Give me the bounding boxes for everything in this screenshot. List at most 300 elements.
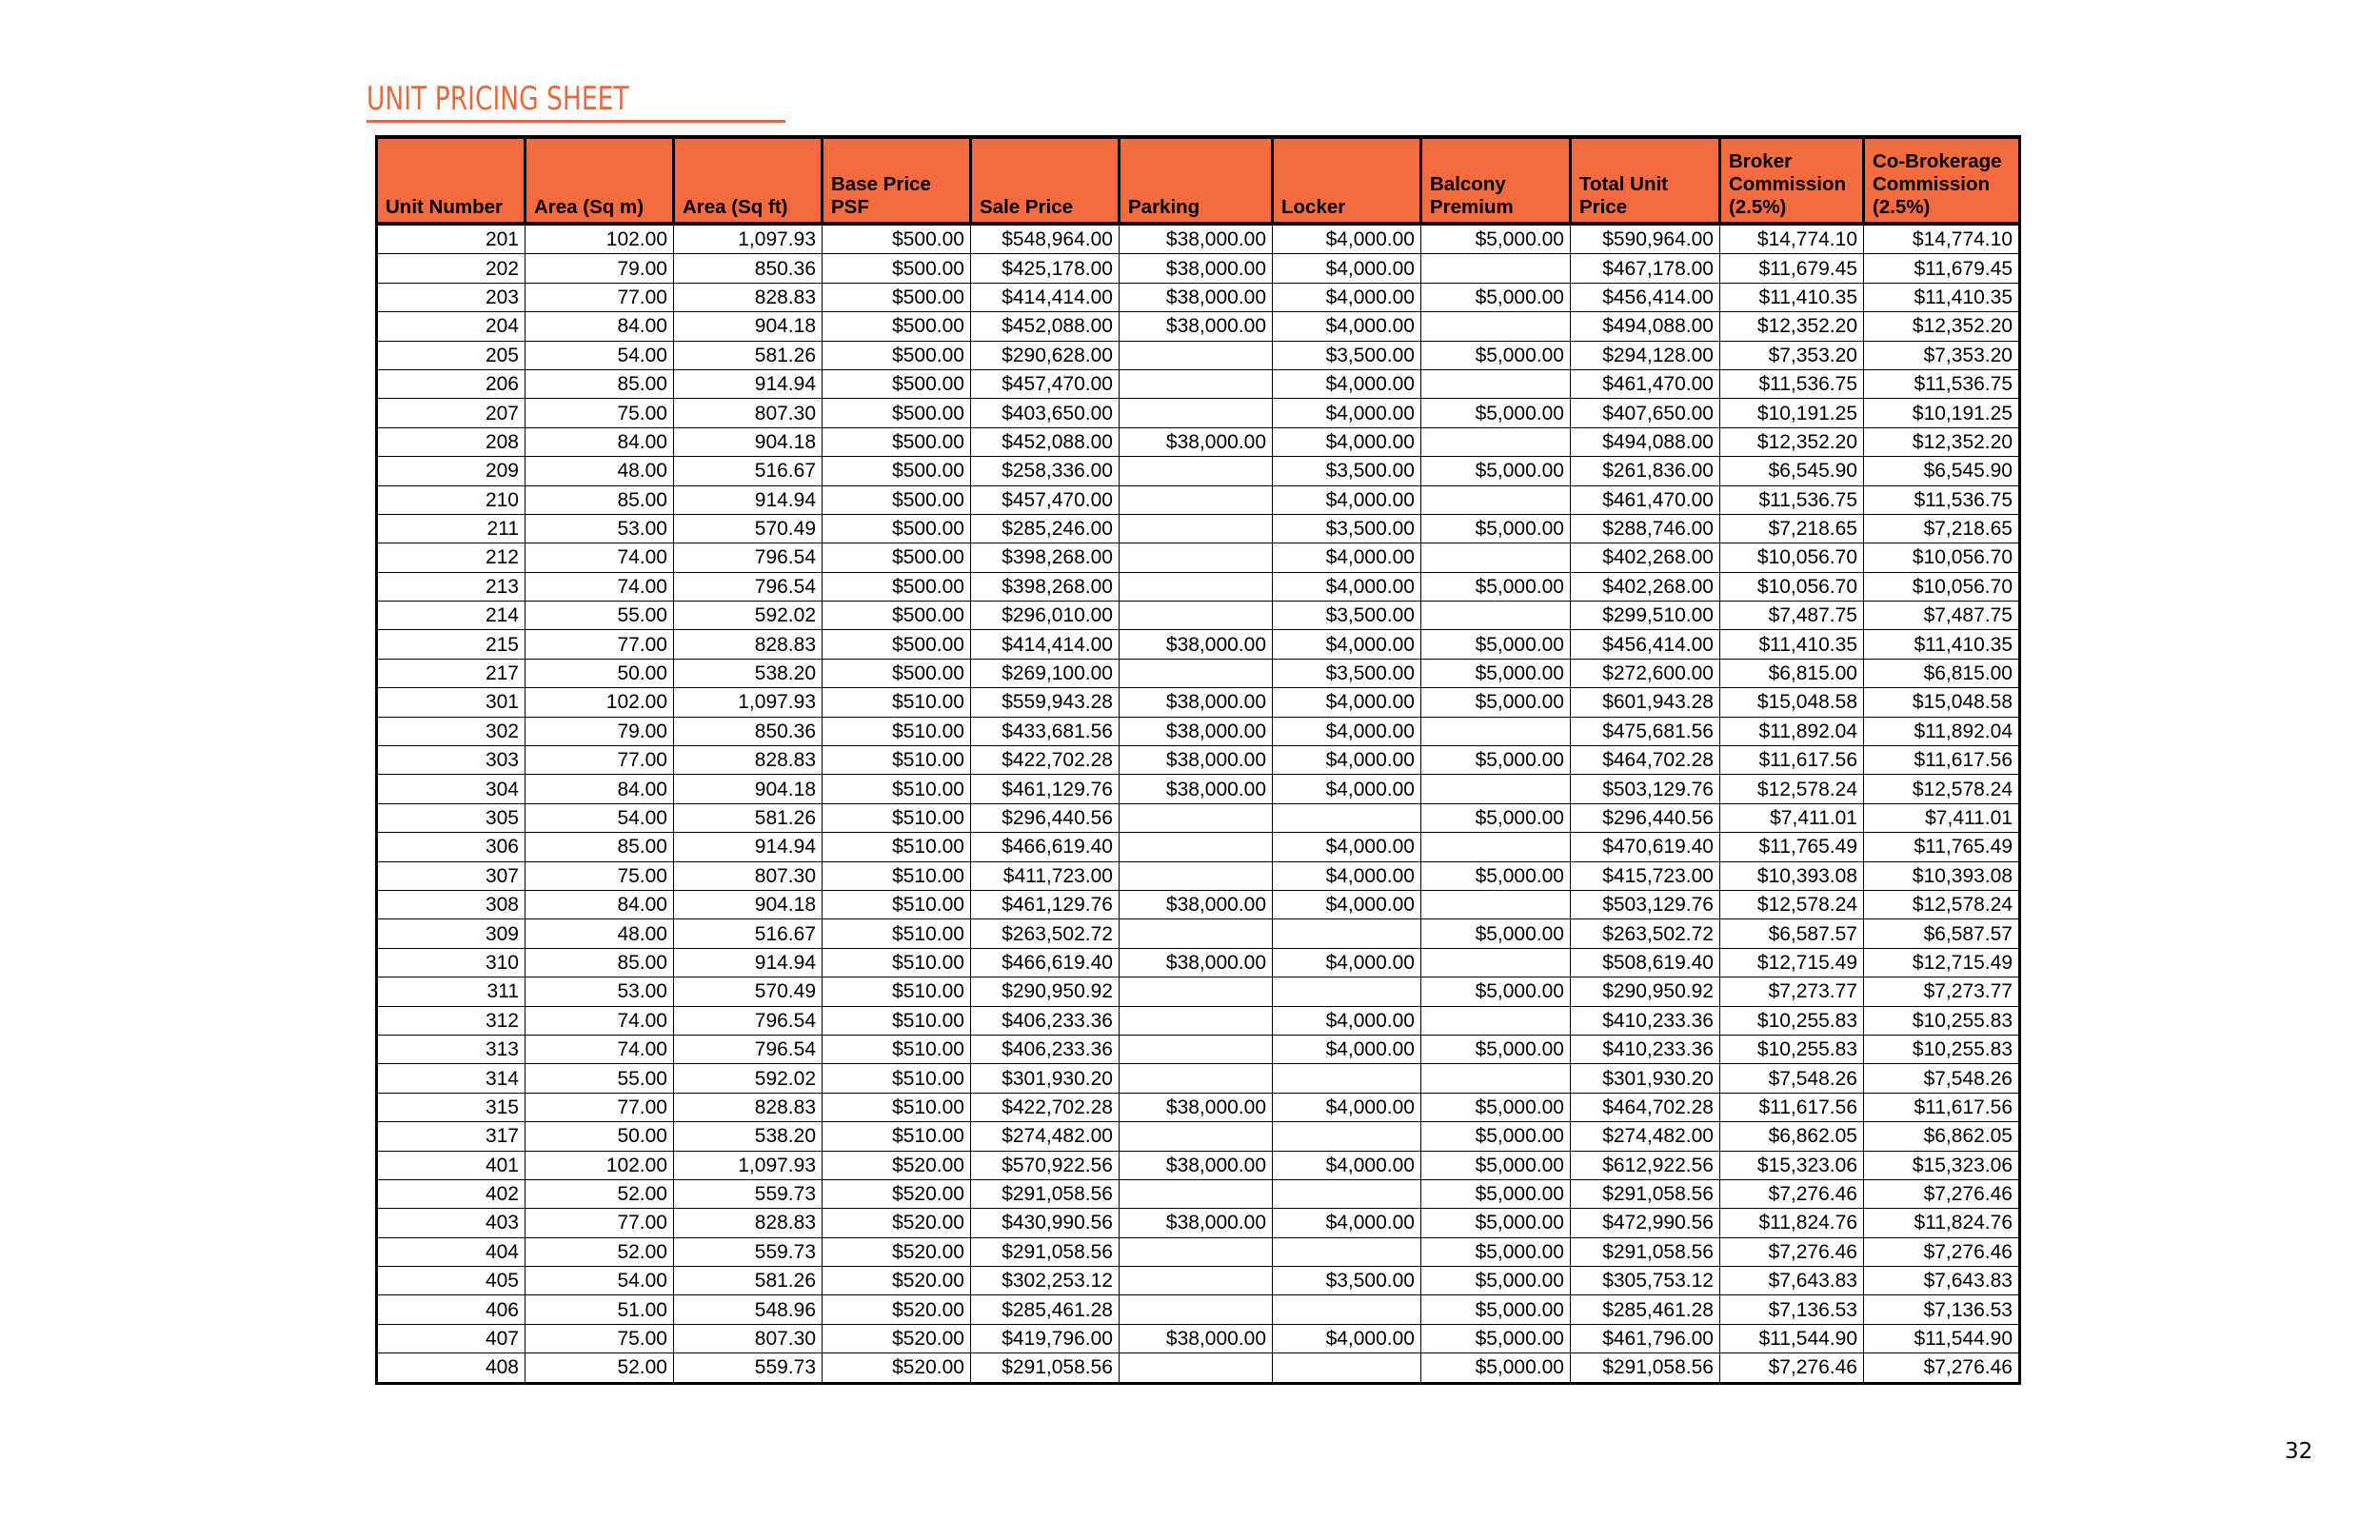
table-cell: $263,502.72 [971, 919, 1120, 948]
table-cell: 304 [377, 775, 526, 803]
table-cell [1120, 399, 1273, 427]
table-cell: $4,000.00 [1273, 254, 1421, 283]
table-cell: $456,414.00 [1571, 630, 1720, 659]
table-cell: 75.00 [526, 399, 674, 427]
table-cell: $285,246.00 [971, 514, 1120, 543]
table-cell: $38,000.00 [1120, 746, 1273, 775]
table-cell: $291,058.56 [1571, 1179, 1720, 1208]
table-cell: 48.00 [526, 919, 674, 948]
column-header-base-price-psf: Base Price PSF [823, 137, 971, 224]
table-cell: $7,276.46 [1720, 1237, 1864, 1266]
table-cell [1421, 1064, 1571, 1093]
table-cell: 914.94 [674, 948, 823, 977]
table-row [377, 746, 2020, 775]
table-cell: $274,482.00 [1571, 1122, 1720, 1151]
table-cell: $510.00 [823, 919, 971, 948]
table-cell: 796.54 [674, 1035, 823, 1063]
table-cell: 581.26 [674, 1267, 823, 1295]
column-header-total-unit-price: Total Unit Price [1571, 137, 1720, 224]
table-cell: $461,129.76 [971, 890, 1120, 918]
table-cell [1421, 717, 1571, 745]
table-cell: $7,548.26 [1864, 1064, 2020, 1093]
table-cell: 1,097.93 [674, 688, 823, 717]
table-cell: $288,746.00 [1571, 514, 1720, 543]
table-cell: 204 [377, 312, 526, 341]
table-cell: $6,545.90 [1720, 457, 1864, 485]
table-cell: 79.00 [526, 717, 674, 745]
table-cell: 54.00 [526, 803, 674, 832]
table-cell: $500.00 [823, 457, 971, 485]
table-cell: $510.00 [823, 803, 971, 832]
table-cell [1120, 1237, 1273, 1266]
table-cell: $403,650.00 [971, 399, 1120, 427]
table-cell [1421, 543, 1571, 572]
table-row [377, 919, 2020, 948]
header-row [377, 137, 2020, 224]
table-cell: 205 [377, 341, 526, 369]
table-cell: $5,000.00 [1421, 457, 1571, 485]
table-cell: $520.00 [823, 1267, 971, 1295]
table-cell: $407,650.00 [1571, 399, 1720, 427]
table-cell: $296,010.00 [971, 602, 1120, 630]
table-cell: $510.00 [823, 861, 971, 890]
table-cell: $38,000.00 [1120, 890, 1273, 918]
table-cell: $510.00 [823, 1064, 971, 1093]
table-cell: $11,617.56 [1864, 746, 2020, 775]
table-cell [1273, 1353, 1421, 1383]
table-cell: 570.49 [674, 514, 823, 543]
table-cell: $4,000.00 [1273, 1209, 1421, 1237]
table-cell [1120, 659, 1273, 687]
table-cell: $296,440.56 [971, 803, 1120, 832]
table-cell [1120, 861, 1273, 890]
table-cell: $5,000.00 [1421, 1267, 1571, 1295]
table-cell: $548,964.00 [971, 224, 1120, 254]
table-cell: $261,836.00 [1571, 457, 1720, 485]
table-cell: $500.00 [823, 602, 971, 630]
table-cell: 79.00 [526, 254, 674, 283]
table-cell: $38,000.00 [1120, 688, 1273, 717]
table-cell: $520.00 [823, 1295, 971, 1324]
table-row [377, 572, 2020, 601]
table-cell: $5,000.00 [1421, 746, 1571, 775]
table-cell: 904.18 [674, 890, 823, 918]
table-cell: $425,178.00 [971, 254, 1120, 283]
table-cell: $285,461.28 [1571, 1295, 1720, 1324]
table-row [377, 775, 2020, 803]
table-cell: 213 [377, 572, 526, 601]
table-cell: 52.00 [526, 1353, 674, 1383]
table-cell: $398,268.00 [971, 543, 1120, 572]
table-cell: 53.00 [526, 514, 674, 543]
table-cell: $520.00 [823, 1324, 971, 1352]
table-cell [1120, 369, 1273, 398]
table-cell: 904.18 [674, 312, 823, 341]
table-cell: $559,943.28 [971, 688, 1120, 717]
table-cell: $11,765.49 [1864, 833, 2020, 861]
table-cell: $7,136.53 [1864, 1295, 2020, 1324]
table-cell: $11,536.75 [1864, 485, 2020, 514]
table-cell [1120, 543, 1273, 572]
table-cell: $510.00 [823, 688, 971, 717]
table-cell: $398,268.00 [971, 572, 1120, 601]
table-cell [1273, 1295, 1421, 1324]
table-cell: $11,679.45 [1720, 254, 1864, 283]
table-cell: $422,702.28 [971, 1093, 1120, 1121]
table-cell: 312 [377, 1006, 526, 1035]
table-cell: $406,233.36 [971, 1035, 1120, 1063]
table-cell: $258,336.00 [971, 457, 1120, 485]
table-cell: 206 [377, 369, 526, 398]
table-cell: $38,000.00 [1120, 1209, 1273, 1237]
table-cell: $305,753.12 [1571, 1267, 1720, 1295]
table-row [377, 1267, 2020, 1295]
table-cell: 77.00 [526, 746, 674, 775]
table-cell: $4,000.00 [1273, 485, 1421, 514]
table-cell: 52.00 [526, 1179, 674, 1208]
table-cell: 85.00 [526, 485, 674, 514]
table-cell: 914.94 [674, 369, 823, 398]
table-cell: 53.00 [526, 977, 674, 1006]
table-cell: 102.00 [526, 1151, 674, 1179]
table-cell: $7,276.46 [1864, 1237, 2020, 1266]
title-underline [367, 120, 785, 123]
table-cell: $10,056.70 [1864, 543, 2020, 572]
table-cell: 904.18 [674, 427, 823, 456]
table-cell: $291,058.56 [971, 1237, 1120, 1266]
table-cell: $5,000.00 [1421, 1093, 1571, 1121]
table-cell: $422,702.28 [971, 746, 1120, 775]
table-cell: 75.00 [526, 1324, 674, 1352]
table-cell: 74.00 [526, 572, 674, 601]
table-cell: $285,461.28 [971, 1295, 1120, 1324]
table-cell: 403 [377, 1209, 526, 1237]
table-cell: $494,088.00 [1571, 312, 1720, 341]
table-cell: $5,000.00 [1421, 630, 1571, 659]
table-cell: 581.26 [674, 803, 823, 832]
table-cell: 796.54 [674, 572, 823, 601]
table-cell: $15,048.58 [1864, 688, 2020, 717]
table-cell: $6,862.05 [1864, 1122, 2020, 1151]
table-cell: $4,000.00 [1273, 312, 1421, 341]
table-cell: $12,352.20 [1864, 312, 2020, 341]
table-cell: $510.00 [823, 948, 971, 977]
column-header-locker: Locker [1273, 137, 1421, 224]
table-cell [1120, 1064, 1273, 1093]
table-cell: $5,000.00 [1421, 1353, 1571, 1383]
table-cell: $7,273.77 [1720, 977, 1864, 1006]
table-cell: 406 [377, 1295, 526, 1324]
table-cell: 404 [377, 1237, 526, 1266]
table-cell: $11,410.35 [1720, 283, 1864, 311]
table-cell: 84.00 [526, 775, 674, 803]
table-cell: $5,000.00 [1421, 1179, 1571, 1208]
table-cell: 408 [377, 1353, 526, 1383]
table-body [377, 224, 2020, 1383]
table-cell: 102.00 [526, 224, 674, 254]
table-cell: $5,000.00 [1421, 572, 1571, 601]
table-cell: $3,500.00 [1273, 602, 1421, 630]
table-cell: $12,352.20 [1720, 312, 1864, 341]
table-cell: $472,990.56 [1571, 1209, 1720, 1237]
table-cell: $38,000.00 [1120, 224, 1273, 254]
table-cell: $7,643.83 [1720, 1267, 1864, 1295]
table-cell [1273, 803, 1421, 832]
table-row [377, 861, 2020, 890]
table-cell: $263,502.72 [1571, 919, 1720, 948]
table-cell: $272,600.00 [1571, 659, 1720, 687]
table-cell: 217 [377, 659, 526, 687]
table-row [377, 602, 2020, 630]
table-row [377, 399, 2020, 427]
table-cell [1120, 1353, 1273, 1383]
table-cell: $4,000.00 [1273, 572, 1421, 601]
table-cell [1273, 919, 1421, 948]
table-cell: $4,000.00 [1273, 1006, 1421, 1035]
table-cell: $7,276.46 [1720, 1353, 1864, 1383]
table-cell: $12,578.24 [1720, 890, 1864, 918]
table-cell: 77.00 [526, 630, 674, 659]
page-title: UNIT PRICING SHEET [367, 80, 629, 118]
table-cell: $500.00 [823, 254, 971, 283]
table-cell: $612,922.56 [1571, 1151, 1720, 1179]
table-cell: 807.30 [674, 399, 823, 427]
table-cell: $503,129.76 [1571, 890, 1720, 918]
table-cell: $461,796.00 [1571, 1324, 1720, 1352]
table-cell: $500.00 [823, 572, 971, 601]
table-cell: $296,440.56 [1571, 803, 1720, 832]
table-cell: 55.00 [526, 1064, 674, 1093]
table-cell: $7,218.65 [1720, 514, 1864, 543]
table-cell: $4,000.00 [1273, 948, 1421, 977]
table-row [377, 1209, 2020, 1237]
table-cell: $5,000.00 [1421, 1035, 1571, 1063]
table-cell: $4,000.00 [1273, 630, 1421, 659]
table-cell: 313 [377, 1035, 526, 1063]
table-cell: $4,000.00 [1273, 543, 1421, 572]
table-cell: $4,000.00 [1273, 399, 1421, 427]
table-cell [1421, 254, 1571, 283]
table-row [377, 283, 2020, 311]
table-cell: 306 [377, 833, 526, 861]
table-cell: 202 [377, 254, 526, 283]
table-cell: $500.00 [823, 283, 971, 311]
table-cell: $430,990.56 [971, 1209, 1120, 1237]
table-cell: 301 [377, 688, 526, 717]
table-cell: $7,218.65 [1864, 514, 2020, 543]
table-cell: $410,233.36 [1571, 1006, 1720, 1035]
table-cell: $4,000.00 [1273, 890, 1421, 918]
table-row [377, 977, 2020, 1006]
table-cell: $466,619.40 [971, 833, 1120, 861]
table-cell: $464,702.28 [1571, 1093, 1720, 1121]
table-cell: 203 [377, 283, 526, 311]
table-cell: $5,000.00 [1421, 977, 1571, 1006]
table-cell: $10,393.08 [1864, 861, 2020, 890]
table-cell: $4,000.00 [1273, 717, 1421, 745]
table-row [377, 1122, 2020, 1151]
table-cell: 208 [377, 427, 526, 456]
table-cell: $14,774.10 [1864, 224, 2020, 254]
table-cell: 850.36 [674, 254, 823, 283]
table-cell: $500.00 [823, 312, 971, 341]
table-cell: $5,000.00 [1421, 1209, 1571, 1237]
table-cell: $590,964.00 [1571, 224, 1720, 254]
column-header-broker-commission: Broker Commission (2.5%) [1720, 137, 1864, 224]
table-cell: 215 [377, 630, 526, 659]
table-cell: $38,000.00 [1120, 1324, 1273, 1352]
table-cell: $520.00 [823, 1209, 971, 1237]
table-cell: $5,000.00 [1421, 1151, 1571, 1179]
table-row [377, 543, 2020, 572]
table-cell: 50.00 [526, 1122, 674, 1151]
table-cell: 85.00 [526, 369, 674, 398]
table-cell: $7,487.75 [1720, 602, 1864, 630]
table-cell: $508,619.40 [1571, 948, 1720, 977]
table-cell: 85.00 [526, 833, 674, 861]
table-cell: $12,578.24 [1720, 775, 1864, 803]
table-cell: $290,950.92 [971, 977, 1120, 1006]
table-cell: 84.00 [526, 890, 674, 918]
table-cell: $11,410.35 [1864, 283, 2020, 311]
table-cell [1120, 833, 1273, 861]
table-cell: 828.83 [674, 1209, 823, 1237]
table-cell: $500.00 [823, 543, 971, 572]
table-cell: $4,000.00 [1273, 224, 1421, 254]
table-cell: $500.00 [823, 341, 971, 369]
table-row [377, 1324, 2020, 1352]
table-cell: $510.00 [823, 1122, 971, 1151]
table-cell [1273, 977, 1421, 1006]
table-cell: $302,253.12 [971, 1267, 1120, 1295]
table-cell: $10,255.83 [1720, 1035, 1864, 1063]
table-cell: 796.54 [674, 543, 823, 572]
table-cell: $274,482.00 [971, 1122, 1120, 1151]
table-cell: $3,500.00 [1273, 457, 1421, 485]
table-cell: $452,088.00 [971, 312, 1120, 341]
table-cell: $5,000.00 [1421, 1237, 1571, 1266]
table-cell: 828.83 [674, 630, 823, 659]
table-cell: $4,000.00 [1273, 427, 1421, 456]
table-cell: $466,619.40 [971, 948, 1120, 977]
table-cell: 214 [377, 602, 526, 630]
table-cell: $4,000.00 [1273, 688, 1421, 717]
table-cell: $5,000.00 [1421, 1324, 1571, 1352]
table-cell: $6,587.57 [1864, 919, 2020, 948]
table-cell: 402 [377, 1179, 526, 1208]
table-row [377, 659, 2020, 687]
table-cell: $452,088.00 [971, 427, 1120, 456]
table-cell: $500.00 [823, 399, 971, 427]
table-cell [1273, 1179, 1421, 1208]
table-cell: 303 [377, 746, 526, 775]
table-cell: 311 [377, 977, 526, 1006]
table-cell: 74.00 [526, 1035, 674, 1063]
table-cell: $38,000.00 [1120, 283, 1273, 311]
table-cell: $5,000.00 [1421, 919, 1571, 948]
table-row [377, 833, 2020, 861]
table-cell: $5,000.00 [1421, 659, 1571, 687]
table-cell: $402,268.00 [1571, 572, 1720, 601]
table-cell: $11,617.56 [1720, 1093, 1864, 1121]
table-cell: 84.00 [526, 427, 674, 456]
table-cell: $7,548.26 [1720, 1064, 1864, 1093]
table-cell: 581.26 [674, 341, 823, 369]
table-row [377, 485, 2020, 514]
table-cell: 85.00 [526, 948, 674, 977]
table-cell: 302 [377, 717, 526, 745]
column-header-sale-price: Sale Price [971, 137, 1120, 224]
table-cell: 559.73 [674, 1237, 823, 1266]
table-cell: 807.30 [674, 861, 823, 890]
table-cell: $11,824.76 [1864, 1209, 2020, 1237]
table-cell: $7,353.20 [1720, 341, 1864, 369]
table-cell: $12,352.20 [1864, 427, 2020, 456]
table-cell: $38,000.00 [1120, 775, 1273, 803]
table-cell: $10,056.70 [1864, 572, 2020, 601]
table-cell: 1,097.93 [674, 1151, 823, 1179]
table-cell [1421, 948, 1571, 977]
table-row [377, 1064, 2020, 1093]
table-cell: 54.00 [526, 341, 674, 369]
table-cell: $38,000.00 [1120, 1093, 1273, 1121]
table-row [377, 312, 2020, 341]
table-row [377, 1035, 2020, 1063]
table-cell: $11,679.45 [1864, 254, 2020, 283]
table-cell: $402,268.00 [1571, 543, 1720, 572]
table-cell: $433,681.56 [971, 717, 1120, 745]
table-cell: $10,255.83 [1720, 1006, 1864, 1035]
table-row [377, 1179, 2020, 1208]
table-cell: 828.83 [674, 746, 823, 775]
table-cell: $291,058.56 [971, 1179, 1120, 1208]
table-row [377, 890, 2020, 918]
table-cell: $520.00 [823, 1353, 971, 1383]
table-cell [1421, 833, 1571, 861]
table-cell: $503,129.76 [1571, 775, 1720, 803]
table-cell [1120, 572, 1273, 601]
table-cell: $419,796.00 [971, 1324, 1120, 1352]
table-cell: $411,723.00 [971, 861, 1120, 890]
table-cell: 77.00 [526, 1093, 674, 1121]
table-row [377, 224, 2020, 254]
table-cell: $10,255.83 [1864, 1035, 2020, 1063]
table-cell [1421, 485, 1571, 514]
table-cell: 102.00 [526, 688, 674, 717]
table-cell: $12,578.24 [1864, 775, 2020, 803]
table-cell [1421, 890, 1571, 918]
table-cell: 77.00 [526, 1209, 674, 1237]
table-cell: 54.00 [526, 1267, 674, 1295]
table-cell: $510.00 [823, 746, 971, 775]
table-cell [1273, 1237, 1421, 1266]
table-row [377, 1151, 2020, 1179]
table-cell: $38,000.00 [1120, 717, 1273, 745]
table-cell: $570,922.56 [971, 1151, 1120, 1179]
table-cell [1421, 427, 1571, 456]
table-cell: $11,892.04 [1720, 717, 1864, 745]
table-cell [1421, 775, 1571, 803]
table-cell: $5,000.00 [1421, 803, 1571, 832]
table-cell: $6,815.00 [1720, 659, 1864, 687]
table-cell: $12,715.49 [1864, 948, 2020, 977]
table-cell: $510.00 [823, 717, 971, 745]
column-header-balcony-premium: Balcony Premium [1421, 137, 1571, 224]
table-cell: $415,723.00 [1571, 861, 1720, 890]
table-cell: $11,765.49 [1720, 833, 1864, 861]
table-row [377, 803, 2020, 832]
table-cell: $5,000.00 [1421, 399, 1571, 427]
